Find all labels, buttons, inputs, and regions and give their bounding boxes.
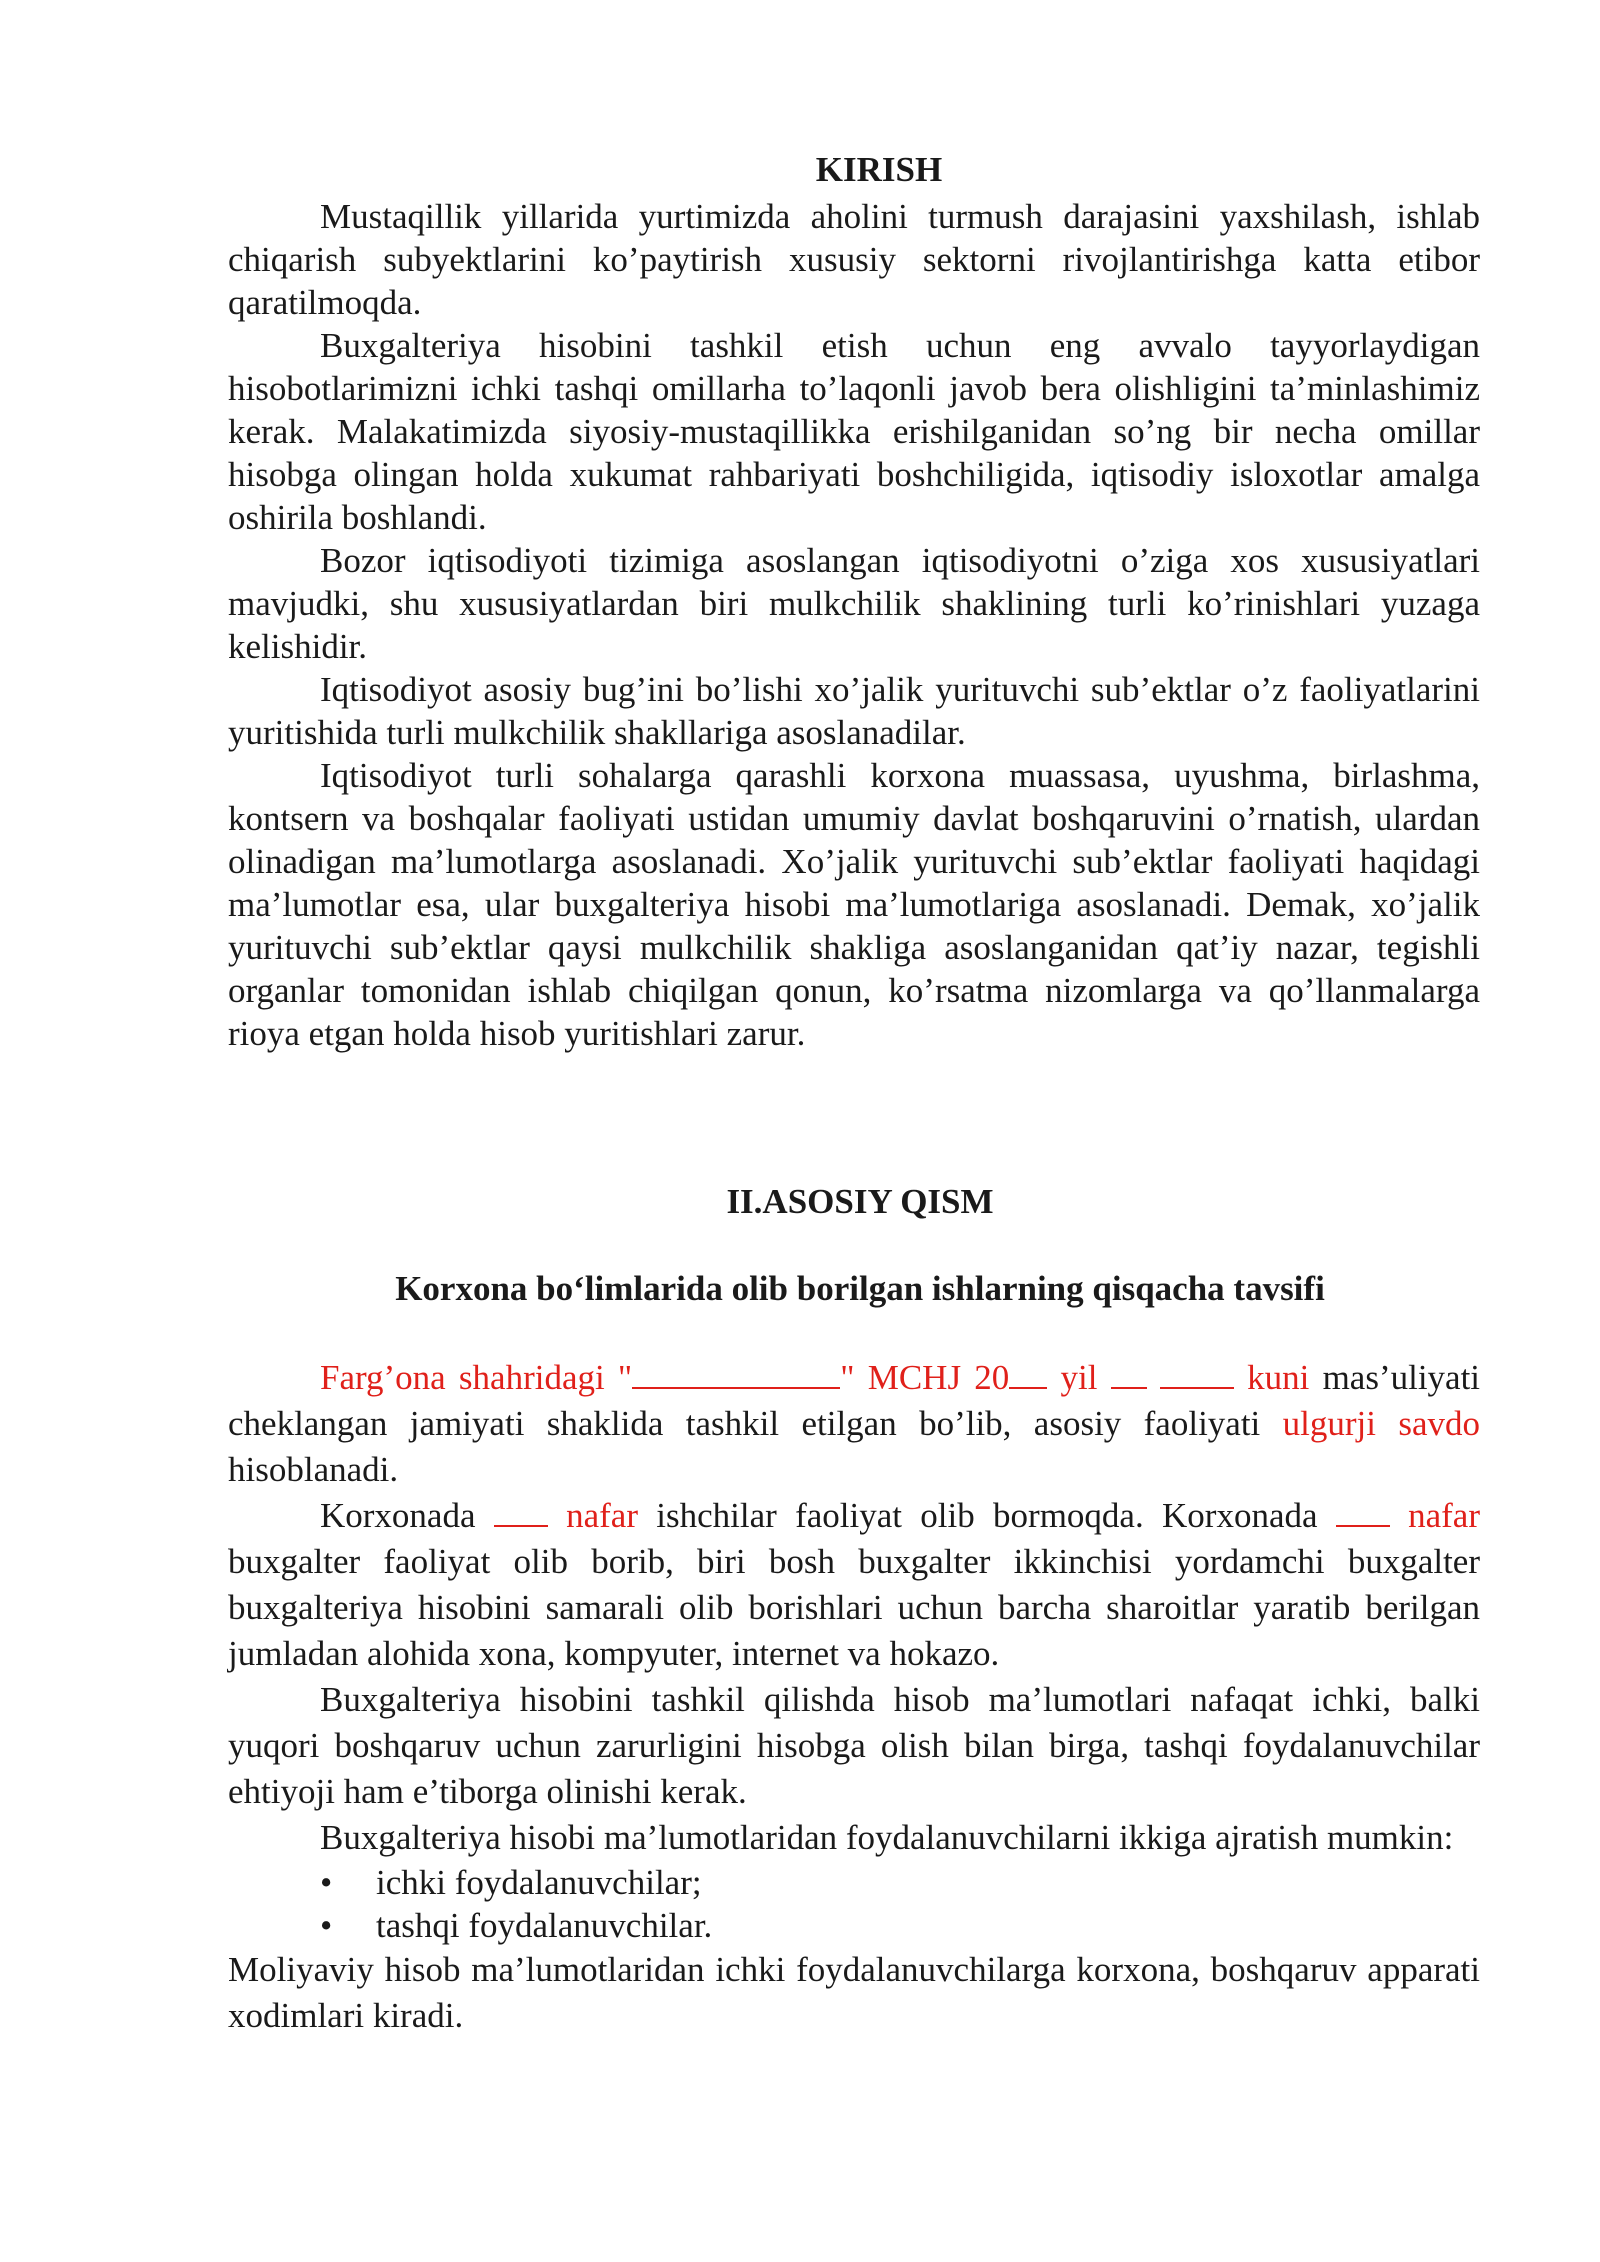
bullet-icon: •	[320, 1863, 333, 1902]
day-blank	[1111, 1357, 1147, 1389]
nafar-label: nafar	[547, 1496, 638, 1535]
document-page	[228, 148, 1480, 2039]
body-paragraph: Buxgalteriya hisobi ma’lumotlaridan foydalanuvchilarni ikkiga ajratish mumkin:	[320, 1818, 1454, 1857]
year-label: yil	[1047, 1358, 1111, 1397]
section-spacer	[228, 1055, 1480, 1180]
company-end-text: hisoblanadi.	[228, 1450, 399, 1489]
day-label: kuni	[1247, 1358, 1310, 1397]
activity-text: ulgurji savdo	[1282, 1404, 1480, 1443]
main-body	[228, 1355, 1480, 2039]
intro-paragraph: Mustaqillik yillarida yurtimizda aholini turmush darajasini yaxshilash, ishlab chiqarish subyektlarini ko’paytirish xususiy sektorni rivojlantirishga katta etibor qaratilmoqda.	[228, 197, 1480, 322]
year-blank	[1009, 1357, 1047, 1389]
list-item	[228, 1904, 1480, 1947]
intro-paragraph: Iqtisodiyot asosiy bug’ini bo’lishi xo’jalik yurituvchi sub’ektlar o’z faoliyatlarini yuritishida turli mulkchilik shakllariga asoslanadilar.	[228, 670, 1480, 752]
list-item	[228, 1861, 1480, 1904]
month-blank	[1160, 1357, 1234, 1389]
intro-title: KIRISH	[815, 150, 943, 189]
intro-paragraph: Iqtisodiyot turli sohalarga qarashli korxona muassasa, uyushma, birlashma, kontsern va boshqalar faoliyati ustidan umumiy davlat boshqaruvini o’rnatish, ulardan olinadigan ma’lumotlarga asoslanadi. Xo’jalik yurituvchi sub’ektlar faoliyati haqidagi ma’lumotlar esa, ular buxgalteriya hisobi ma’lumotlariga asoslanadi. Demak, xo’jalik yurituvchi sub’ektlar qaysi mulkchilik shakliga asoslanganidan qat’iy nazar, tegishli organlar tomonidan ishlab chiqilgan qonun, ko’rsatma nizomlarga va qo’llanmalarga rioya etgan holda hisob yuritishlari zarur.	[228, 756, 1480, 1053]
body-paragraph: Moliyaviy hisob ma’lumotlaridan ichki foydalanuvchilarga korxona, boshqaruv apparati xodimlari kiradi.	[228, 1950, 1480, 2035]
body-paragraph: Buxgalteriya hisobini tashkil qilishda hisob ma’lumotlari nafaqat ichki, balki yuqori boshqaruv uchun zarurligini hisobga olish bilan birga, tashqi foydalanuvchilar ehtiyoji ham e’tiborga olinishi kerak.	[228, 1680, 1480, 1811]
section-title: II.ASOSIY QISM	[726, 1182, 994, 1221]
users-list	[228, 1861, 1480, 1947]
accountants-count-blank	[1336, 1495, 1390, 1527]
list-item-label: tashqi foydalanuvchilar.	[376, 1906, 713, 1945]
subsection-title: Korxona bo‘limlarida olib borilgan ishlarning qisqacha tavsifi	[395, 1269, 1325, 1308]
staff-paragraph	[228, 1493, 1480, 1677]
intro-paragraph: Bozor iqtisodiyoti tizimiga asoslangan iqtisodiyotni o’ziga xos xususiyatlari mavjudki, shu xususiyatlardan biri mulkchilik shaklining turli ko’rinishlari yuzaga kelishidir.	[228, 541, 1480, 666]
company-form-text: mas’uliyati cheklangan jamiyati shaklida tashkil etilgan bo’lib, asosiy faoliyati	[228, 1358, 1481, 1443]
list-item-label: ichki foydalanuvchilar;	[376, 1863, 702, 1902]
bullet-icon: •	[320, 1906, 333, 1945]
nafar-label: nafar	[1389, 1496, 1480, 1535]
city-text: Farg’ona shahridagi "	[320, 1358, 633, 1397]
staff-text: Korxonada	[320, 1496, 494, 1535]
company-paragraph	[228, 1355, 1480, 1493]
staff-text: ishchilar faoliyat olib bormoqda. Korxonada	[638, 1496, 1336, 1535]
mchj-year-text: " MCHJ 20	[840, 1358, 1010, 1397]
staff-text: buxgalter faoliyat olib borib, biri bosh buxgalter ikkinchisi yordamchi buxgalter buxgalteriya hisobini samarali olib borishlari uchun barcha sharoitlar yaratib berilgan jumladan alohida xona, kompyuter, internet va hokazo.	[228, 1542, 1480, 1673]
company-name-blank	[632, 1357, 840, 1389]
intro-paragraph: Buxgalteriya hisobini tashkil etish uchun eng avvalo tayyorlaydigan hisobotlarimizni ichki tashqi omillarha to’laqonli javob bera olishligini ta’minlashimiz kerak. Malakatimizda siyosiy-mustaqillikka erishilganidan so’ng bir necha omillar hisobga olingan holda xukumat rahbariyati boshchiligida, iqtisodiy isloxotlar amalga oshirila boshlandi.	[228, 326, 1480, 537]
workers-count-blank	[494, 1495, 548, 1527]
